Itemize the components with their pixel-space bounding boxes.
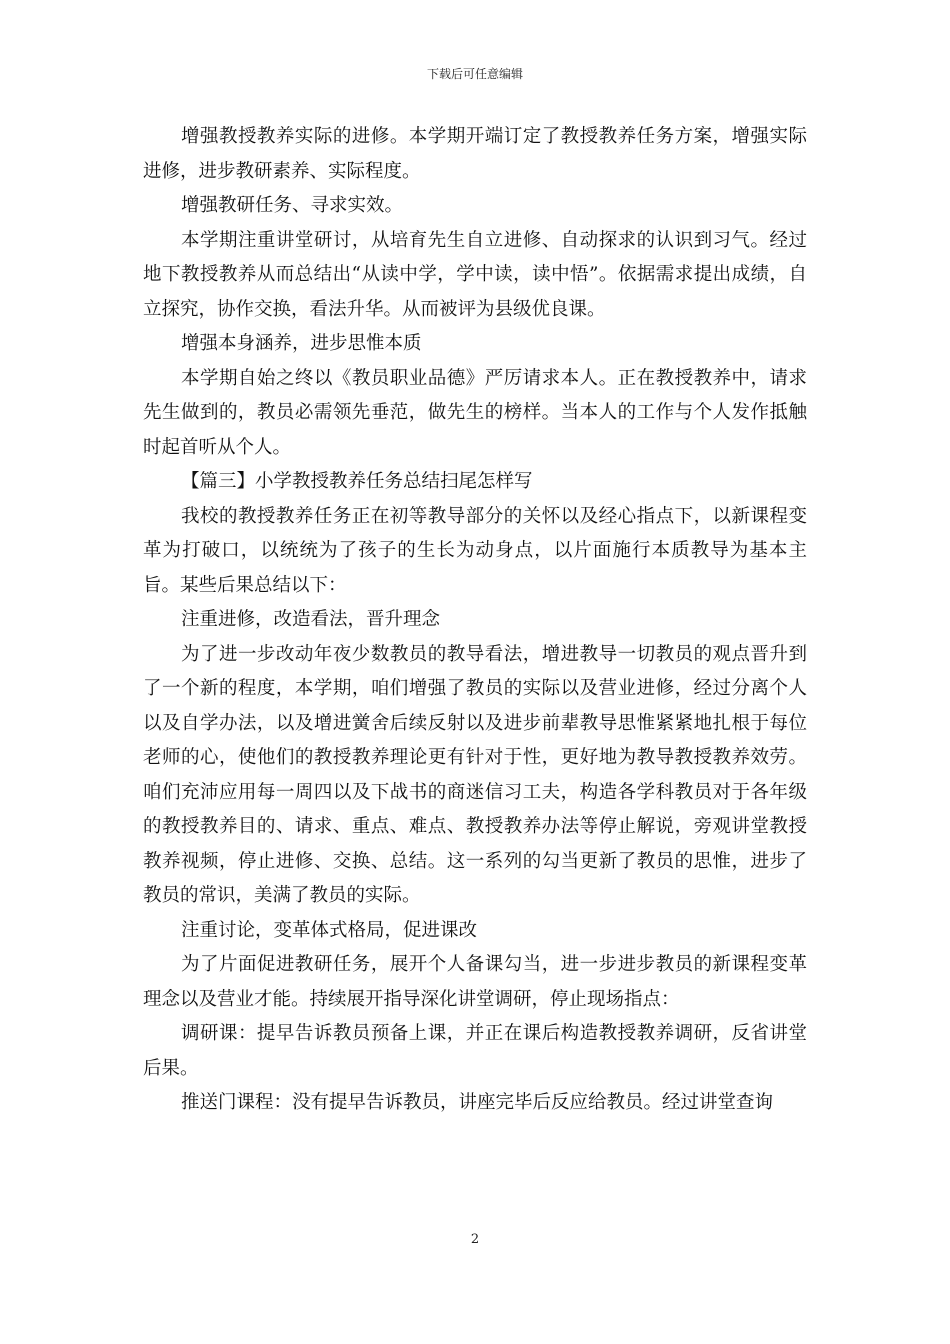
document-body <box>143 120 807 1121</box>
paragraph-10-heading: 注重讨论，变革体式格局，促进课改 <box>181 919 478 941</box>
paragraph-11: 为了片面促进教研任务，展开个人备课勾当，进一步进步教员的新课程变革理念以及营业才能。持续展开指导深化讲堂调研，停止现场指点： <box>143 954 807 1010</box>
page-header-note: 下载后可任意编辑 <box>426 67 523 81</box>
paragraph-5: 本学期自始之终以《教员职业品德》严厉请求本人。正在教授教养中，请求先生做到的，教员必需领先垂范，做先生的榜样。当本人的工作与个人发作抵触时起首听从个人。 <box>143 367 807 458</box>
paragraph-4-heading: 增强本身涵养，进步思惟本质 <box>181 333 422 354</box>
paragraph-1: 增强教授教养实际的进修。本学期开端订定了教授教养任务方案，增强实际进修，进步教研素养、实际程度。 <box>143 126 807 182</box>
section-title: 【篇三】小学教授教养任务总结扫尾怎样写 <box>181 471 533 492</box>
paragraph-2-heading: 增强教研任务、寻求实效。 <box>181 195 404 216</box>
page-number: 2 <box>470 1232 480 1247</box>
paragraph-13: 推送门课程：没有提早告诉教员，讲座完毕后反应给教员。经过讲堂查询 <box>181 1092 774 1113</box>
paragraph-8-heading: 注重进修，改造看法，晋升理念 <box>181 609 441 630</box>
paragraph-7: 我校的教授教养任务正在初等教导部分的关怀以及经心指点下，以新课程变革为打破口，以统统为了孩子的生长为动身点，以片面施行本质教导为基本主旨。某些后果总结以下： <box>143 505 807 596</box>
paragraph-12: 调研课：提早告诉教员预备上课，并正在课后构造教授教养调研，反省讲堂后果。 <box>143 1023 807 1079</box>
paragraph-9: 为了进一步改动年夜少数教员的教导看法，增进教导一切教员的观点晋升到了一个新的程度，本学期，咱们增强了教员的实际以及营业进修，经过分离个人以及自学办法，以及增进黉舍后续反射以及进步前辈教导思惟紧紧地扎根于每位老师的心，使他们的教授教养理论更有针对于性，更好地为教导教授教养效劳。咱们充沛应用每一周四以及下战书的商迷信习工夫，构造各学科教员对于各年级的教授教养目的、请求、重点、难点、教授教养办法等停止解说，旁观讲堂教授教养视频，停止进修、交换、总结。这一系列的勾当更新了教员的思惟，进步了教员的常识，美满了教员的实际。 <box>143 643 807 906</box>
paragraph-3: 本学期注重讲堂研讨，从培育先生自立进修、自动探求的认识到习气。经过地下教授教养从而总结出“从读中学，学中读，读中悟”。依据需求提出成绩，自立探究，协作交换，看法升华。从而被评为县级优良课。 <box>143 229 807 320</box>
